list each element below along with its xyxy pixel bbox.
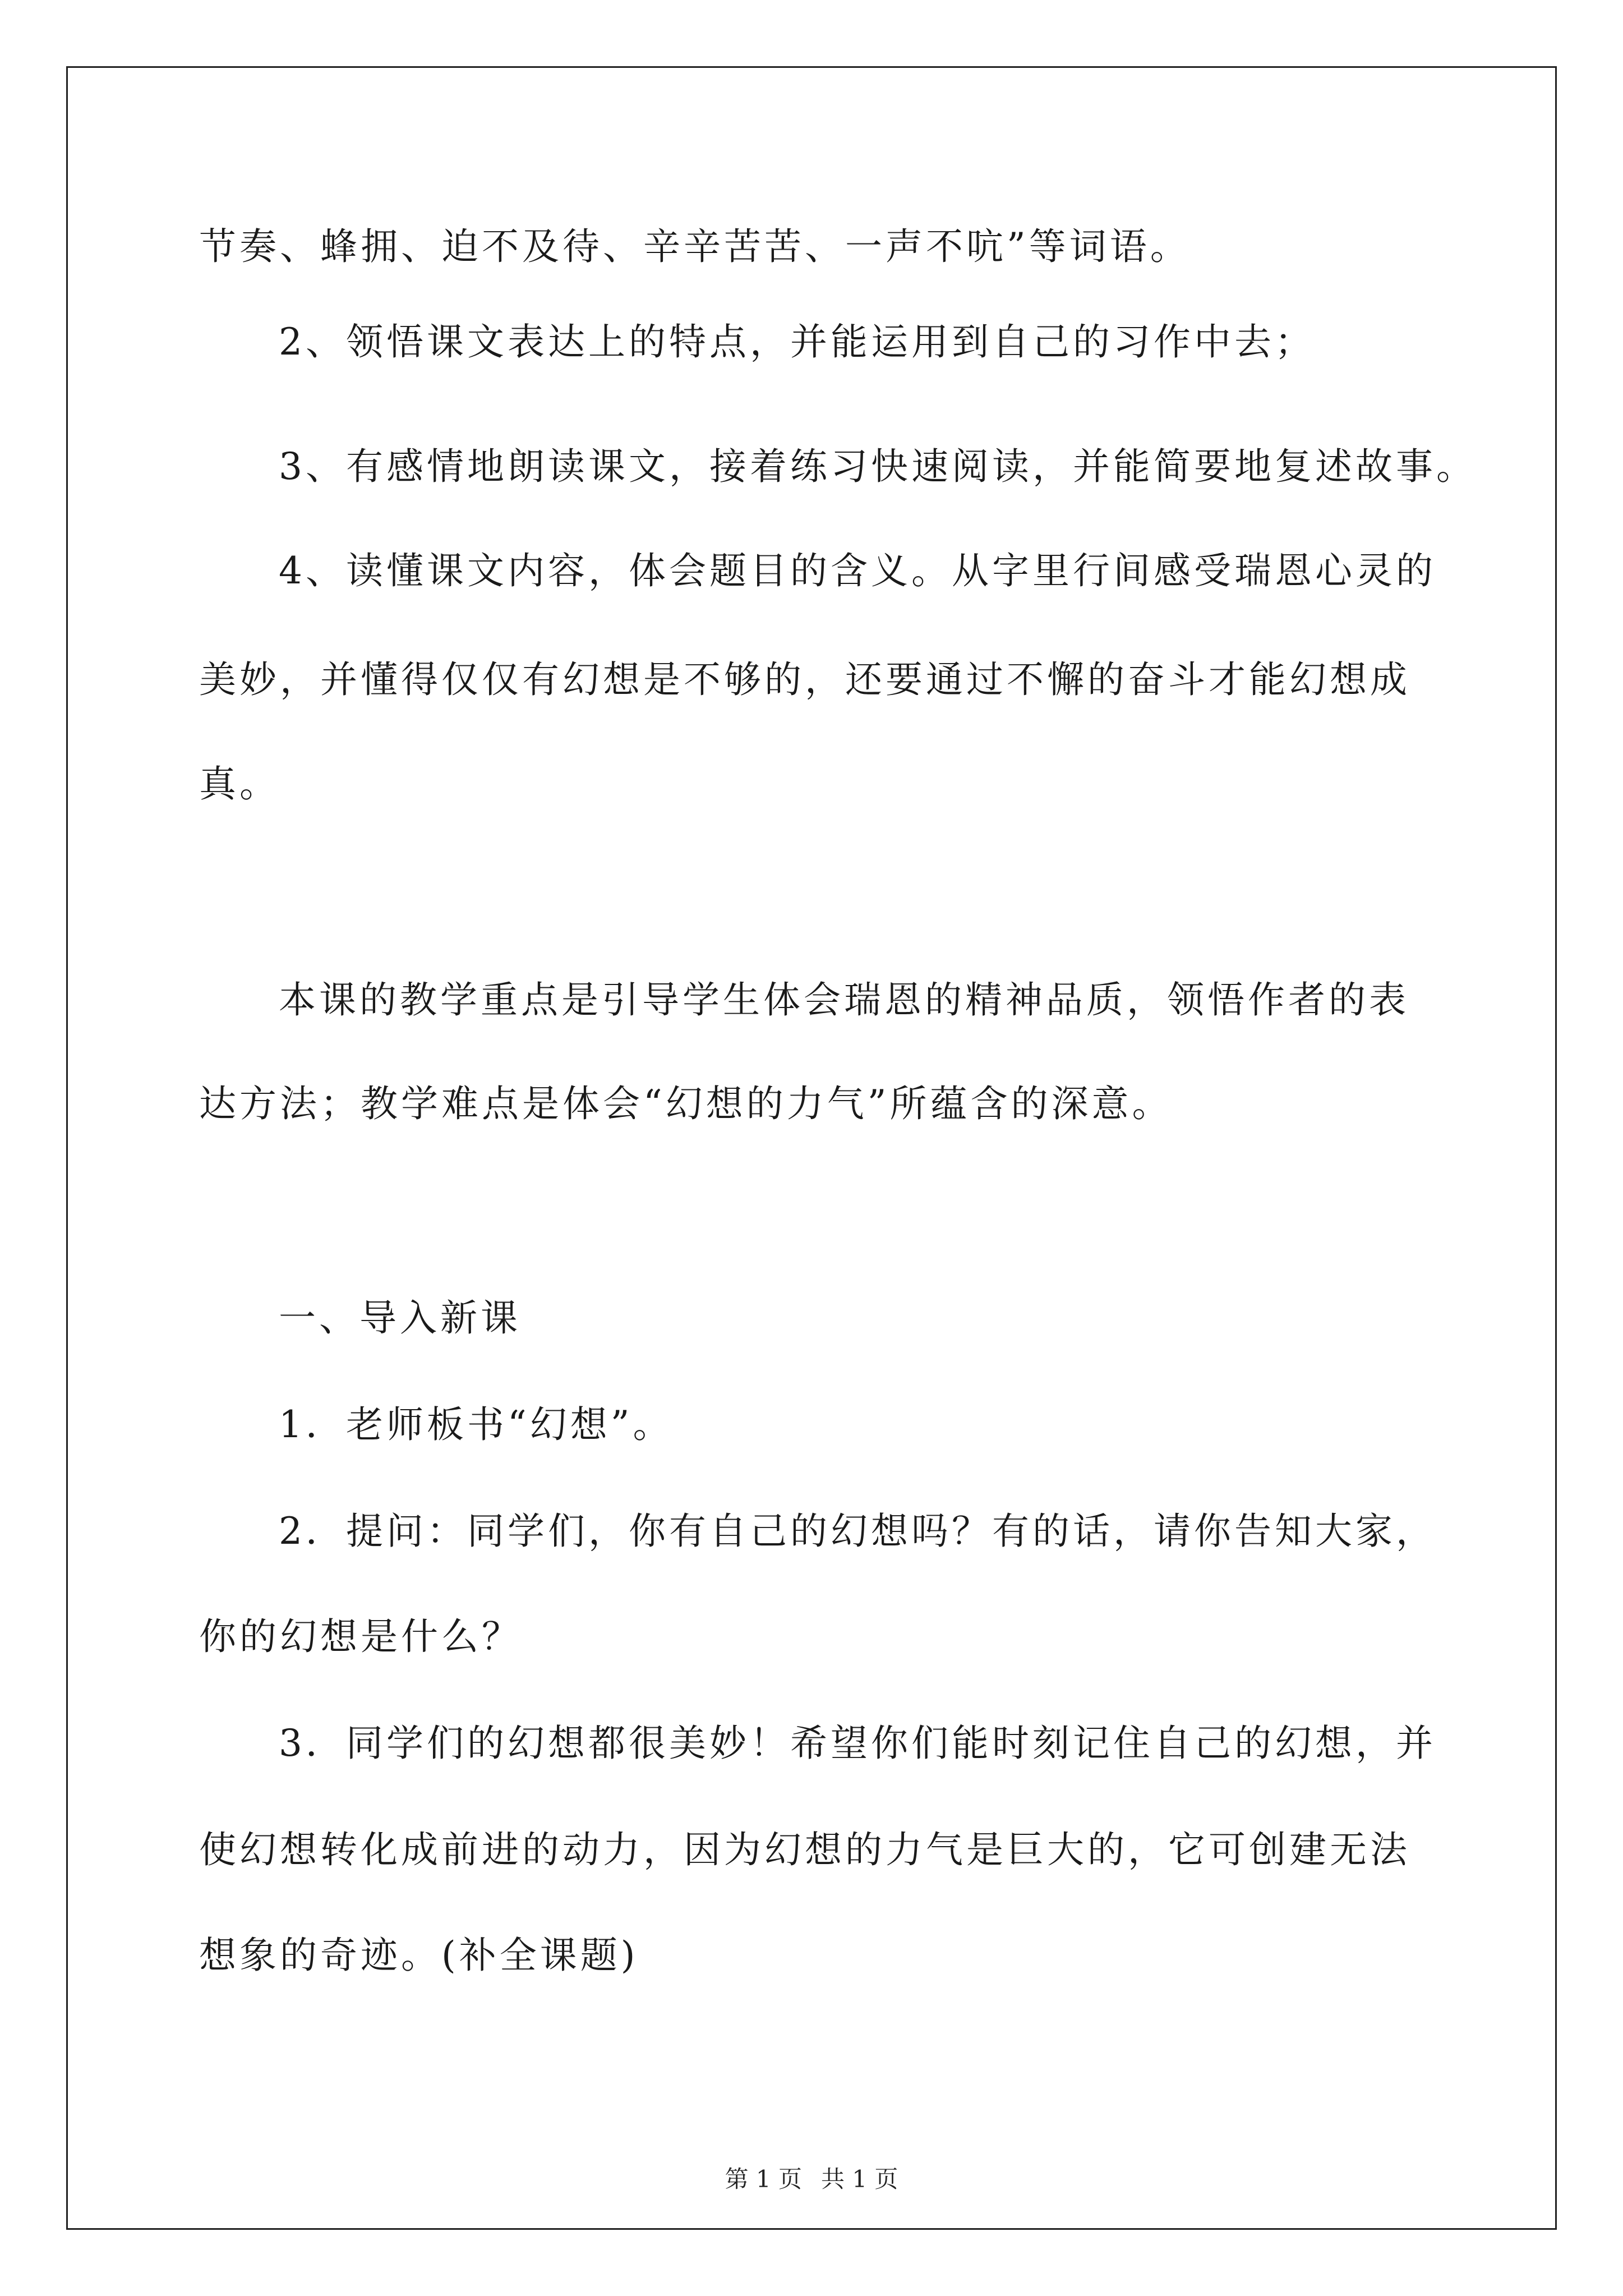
paragraph-2-line-1: 2、领悟课文表达上的特点，并能运用到自己的习作中去； (279, 320, 1315, 364)
paragraph-4-line-1: 4、读懂课文内容，体会题目的含义。从字里行间感受瑞恩心灵的 (279, 549, 1436, 592)
item-2-line-1: 2．提问：同学们，你有自己的幻想吗？有的话，请你告知大家， (279, 1510, 1436, 1553)
paragraph-3-line-1: 3、有感情地朗读课文，接着练习快速阅读，并能简要地复述故事。 (279, 445, 1477, 488)
item-3-line-2: 使幻想转化成前进的动力，因为幻想的力气是巨大的，它可创建无法 (199, 1828, 1410, 1871)
item-1-line-1: 1．老师板书“幻想”。 (279, 1403, 674, 1446)
page-footer (0, 2165, 1623, 2193)
item-3-line-1: 3．同学们的幻想都很美妙！希望你们能时刻记住自己的幻想，并 (279, 1722, 1436, 1765)
page-number-current: 第 1 页 (725, 2165, 802, 2193)
page-border (66, 66, 1557, 2230)
section-heading-intro: 一、导入新课 (279, 1296, 521, 1340)
item-3-line-3: 想象的奇迹。(补全课题) (199, 1934, 639, 1977)
paragraph-5-line-2: 达方法；教学难点是体会“幻想的力气”所蕴含的深意。 (199, 1082, 1173, 1125)
paragraph-4-line-3: 真。 (199, 762, 280, 806)
paragraph-5-line-1: 本课的教学重点是引导学生体会瑞恩的精神品质，领悟作者的表 (279, 978, 1409, 1022)
item-2-line-2: 你的幻想是什么？ (199, 1615, 522, 1658)
paragraph-4-line-2: 美妙，并懂得仅仅有幻想是不够的，还要通过不懈的奋斗才能幻想成 (199, 658, 1410, 701)
page-number-total: 共 1 页 (821, 2165, 898, 2193)
paragraph-1-line-1: 节奏、蜂拥、迫不及待、辛辛苦苦、一声不吭”等词语。 (199, 225, 1191, 268)
